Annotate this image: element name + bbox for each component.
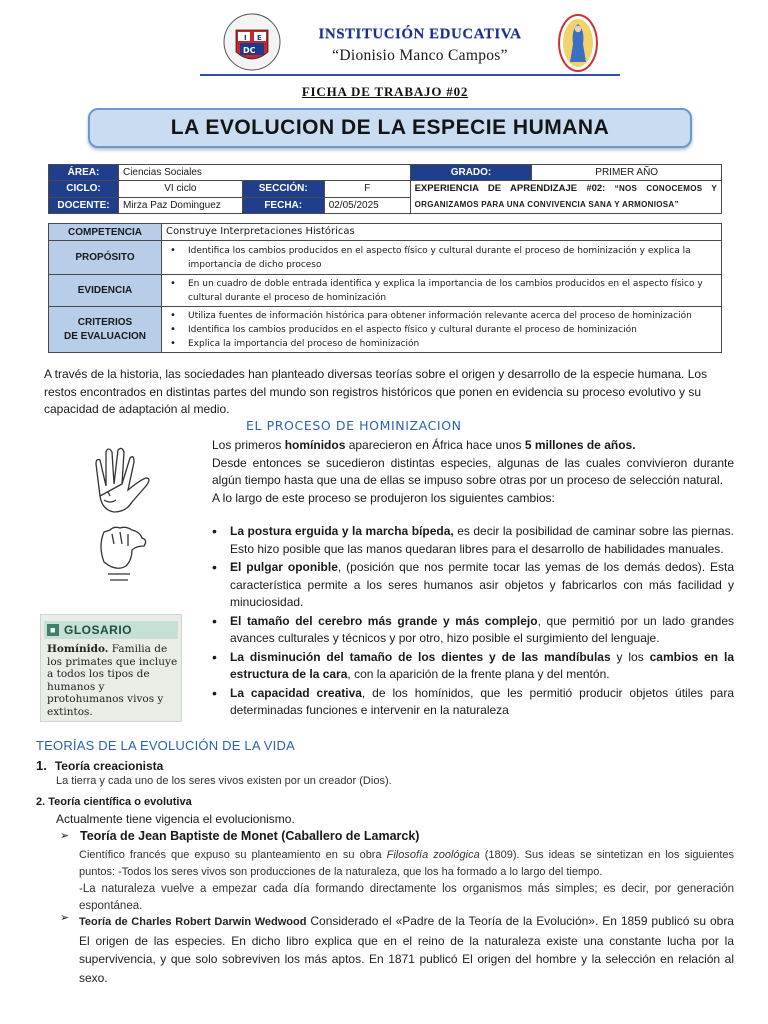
- hominizacion-p1: Los primeros homínidos aparecieron en África hace unos 5 millones de años.: [212, 438, 636, 452]
- list-item: • La disminución del tamaño de los dientes y de las mandíbulas y los cambios en la estructura de la cara, con la aparición de la frente plana y del mentón.: [212, 649, 734, 684]
- teoria-creacionista-desc: La tierra y cada uno de los seres vivos existen por un creador (Dios).: [56, 775, 392, 787]
- teorias-heading: TEORÍAS DE LA EVOLUCIÓN DE LA VIDA: [36, 738, 295, 753]
- criterios-label-line1: CRITERIOS: [77, 316, 133, 328]
- criterio-item: • Identifica los cambios producidos en el aspecto físico y cultural durante el proceso de hominización: [166, 323, 717, 337]
- competencia-label: COMPETENCIA: [49, 224, 162, 241]
- darwin-text: Teoría de Charles Robert Darwin Wedwood Considerado el «Padre de la Teoría de la Evolución». En 1859 publicó su obra El origen de las especies. En dicho libro explica que en el reino de la naturaleza existe una constante lucha por la supervivencia, y que solo sobreviven los más aptos. En 1871 publicó El origen del hombre y la selección en relación al sexo.: [79, 914, 734, 985]
- hominizacion-text: [212, 437, 734, 507]
- criterios-label: [49, 307, 162, 353]
- institution-name: INSTITUCIÓN EDUCATIVA: [318, 26, 522, 42]
- page-title: LA EVOLUCION DE LA ESPECIE HUMANA: [170, 116, 610, 139]
- seccion-label: SECCIÓN:: [242, 181, 324, 198]
- glossary-definition: Homínido. Familia de los primates que incluye a todos los tipos de humanos y protohumanos vivos y extintos.: [47, 643, 178, 718]
- changes-list: [212, 523, 734, 721]
- arrow-bullet-icon: ➢: [60, 830, 70, 842]
- worksheet-number: FICHA DE TRABAJO #02: [301, 84, 469, 99]
- criterios-label-line2: DE EVALUACION: [63, 330, 147, 342]
- institution-subtitle: “Dionisio Manco Campos”: [332, 47, 508, 64]
- area-value: Ciencias Sociales: [118, 165, 410, 181]
- svg-text:I: I: [244, 34, 247, 42]
- proposito-label: PROPÓSITO: [49, 241, 162, 275]
- virgin-emblem-icon: [558, 14, 598, 72]
- fecha-value: 02/05/2025: [324, 197, 410, 214]
- ciclo-value: VI ciclo: [118, 181, 242, 198]
- experiencia-cell: [410, 181, 721, 214]
- fecha-label: FECHA:: [242, 197, 324, 214]
- teoria-creacionista-title: 1. Teoría creacionista: [36, 758, 164, 773]
- glossary-title: GLOSARIO: [64, 623, 133, 637]
- experiencia-heading: EXPERIENCIA DE APRENDIZAJE #02:: [414, 183, 606, 194]
- area-label: ÁREA:: [49, 165, 119, 181]
- arrow-bullet-icon: ➢: [60, 912, 70, 924]
- list-item: • El pulgar oponible, (posición que nos permite tocar las yemas de los demás dedos). Esta característica permite a los seres humanos asir objetos y fabricarlos con más facilidad y minuciosidad.: [212, 559, 734, 612]
- grado-label: GRADO:: [410, 165, 532, 181]
- docente-label: DOCENTE:: [49, 197, 119, 214]
- grado-value: PRIMER AÑO: [532, 165, 722, 181]
- svg-text:E: E: [257, 34, 262, 42]
- header-divider: [200, 74, 620, 76]
- evidencia-item: • En un cuadro de doble entrada identifica y explica la importancia de los cambios producidos en el aspecto físico y cultural durante el proceso de hominización: [166, 277, 717, 305]
- hands-illustration-icon: [70, 434, 180, 584]
- experiencia-text: “NOS CONOCEMOS Y ORGANIZAMOS PARA UNA CONVIVENCIA SANA Y ARMONIOSA”: [414, 184, 718, 209]
- list-item: • La postura erguida y la marcha bípeda, es decir la posibilidad de caminar sobre las piernas. Esto hizo posible que las manos quedaran libres para el desarrollo de habilidades manuales.: [212, 523, 734, 558]
- svg-text:DC: DC: [243, 46, 256, 55]
- list-item: • La capacidad creativa, de los homínidos, que les permitió producir objetos útiles para determinadas funciones e intervenir en la naturaleza: [212, 685, 734, 720]
- criterio-item: • Explica la importancia del proceso de hominización: [166, 337, 717, 351]
- teoria-evolutiva-desc: Actualmente tiene vigencia el evolucionismo.: [56, 812, 295, 826]
- proposito-item: • Identifica los cambios producidos en el aspecto físico y cultural durante el proceso de hominización y explica la importancia de dicho proceso: [166, 244, 717, 272]
- hominizacion-heading: EL PROCESO DE HOMINIZACION: [246, 418, 462, 433]
- hominizacion-p2: Desde entonces se sucedieron distintas especies, algunas de las cuales convivieron durante algún tiempo hasta que una de ellas se impuso sobre otras por un proceso de selección natural.: [212, 455, 734, 487]
- intro-paragraph: A través de la historia, las sociedades han planteado diversas teorías sobre el origen y desarrollo de la especie humana. Los restos encontrados en distintas partes del mundo son registros históricos que ponen en evidencia su proceso evolutivo y su capacidad de adaptación al medio.: [44, 367, 708, 416]
- lamarck-text: Científico francés que expuso su planteamiento en su obra Filosofía zoológica (1809). Sus ideas se sintetizan en los siguientes puntos: -Todos los seres vivos son producciones de la naturaleza, que los ha formado a lo largo del tiempo. -La naturaleza vuelve a empezar cada día formando directamente los organismos más simples; es decir, por generación espontánea.: [79, 849, 734, 912]
- document-header: [0, 0, 768, 80]
- glossary-icon: ■: [47, 624, 59, 636]
- seccion-value: F: [324, 181, 410, 198]
- competencia-table: [48, 223, 722, 353]
- criterio-item: • Utiliza fuentes de información histórica para obtener información relevante acerca del proceso de hominización: [166, 309, 717, 323]
- glossary-box: [40, 614, 182, 722]
- docente-value: Mirza Paz Dominguez: [118, 197, 242, 214]
- title-box: [88, 108, 692, 148]
- list-item: • El tamaño del cerebro más grande y más complejo, que permitió por un lado grandes avances culturales y técnicos y por otro, hizo posible el surgimiento del lenguaje.: [212, 613, 734, 648]
- hominizacion-p3: A lo largo de este proceso se produjeron los siguientes cambios:: [212, 490, 555, 505]
- teoria-evolutiva-title: 2. Teoría científica o evolutiva: [36, 796, 192, 808]
- competencia-value: Construye Interpretaciones Históricas: [162, 224, 722, 241]
- glossary-header: [44, 621, 178, 639]
- school-logo-icon: [222, 12, 282, 72]
- info-table: [48, 164, 722, 214]
- ciclo-label: CICLO:: [49, 181, 119, 198]
- evidencia-label: EVIDENCIA: [49, 275, 162, 307]
